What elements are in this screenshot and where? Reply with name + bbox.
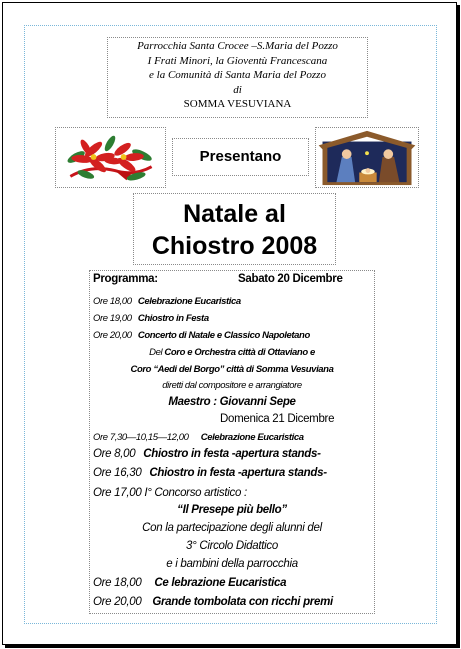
- program-box[interactable]: [89, 270, 375, 614]
- header-line-town: SOMMA VESUVIANA: [183, 98, 292, 110]
- sat-row-3-text: Concerto di Natale e Classico Napoletano: [137, 330, 310, 341]
- sun-row-6: [93, 596, 377, 608]
- concert-line-1-pre: Del: [149, 347, 163, 358]
- day2-heading: Domenica 21 Dicembre: [220, 413, 335, 425]
- sun-row-6-time: Ore 20,00: [93, 596, 142, 608]
- sun-row-1-text: Celebrazione Eucaristica: [200, 432, 304, 443]
- sun-row-3-text: Chiostro in festa -apertura stands-: [149, 467, 327, 479]
- sun-row-2-text: Chiostro in festa -apertura stands-: [143, 448, 321, 460]
- nativity-image[interactable]: [315, 127, 419, 188]
- presepe-title: “Il Presepe più bello”: [177, 504, 287, 516]
- sun-row-5-text: Ce lebrazione Eucaristica: [154, 577, 287, 589]
- sun-row-3: [93, 467, 377, 479]
- concert-line-1: [90, 347, 374, 358]
- concert-line-3: diretti dal compositore e arrangiatore: [162, 380, 302, 391]
- nativity-icon: [316, 128, 418, 187]
- sun-row-2-time: Ore 8,00: [93, 448, 136, 460]
- sun-row-1-time: Ore 7,30—10,15—12,00: [93, 432, 189, 443]
- sun-row-3-time: Ore 16,30: [93, 467, 142, 479]
- maestro-line: Maestro : Giovanni Sepe: [168, 396, 296, 408]
- header-line-friars: I Frati Minori, la Gioventù Francescana: [147, 54, 328, 67]
- sat-row-1-time: Ore 18,00: [93, 296, 132, 307]
- concert-line-2: Coro “Aedi del Borgo” città di Somma Vesuviana: [130, 364, 334, 375]
- sun-row-5: [93, 577, 377, 589]
- header-line-di: di: [233, 83, 242, 96]
- sat-row-3: [93, 330, 377, 341]
- presentano-text: Presentano: [199, 148, 282, 165]
- sat-row-2-time: Ore 19,00: [93, 313, 132, 324]
- sun-row-4: Ore 17,00 I° Concorso artistico :: [93, 487, 247, 499]
- circolo-line: 3° Circolo Didattico: [186, 540, 278, 552]
- header-line-community: e la Comunità di Santa Maria del Pozzo: [149, 69, 326, 81]
- partecip-line: Con la partecipazione degli alunni del: [142, 522, 322, 534]
- sun-row-5-time: Ore 18,00: [93, 577, 142, 589]
- sat-row-2-text: Chiostro in Festa: [137, 313, 209, 324]
- title-box[interactable]: [133, 193, 336, 265]
- day1-heading: Sabato 20 Dicembre: [238, 273, 343, 285]
- presentano-box[interactable]: [172, 138, 309, 176]
- sat-row-2: [93, 313, 377, 324]
- bambini-line: e i bambini della parrocchia: [166, 558, 298, 570]
- program-heading-row: [93, 273, 377, 285]
- sun-row-6-text: Grande tombolata con ricchi premi: [152, 596, 333, 608]
- sun-row-2: [93, 448, 377, 460]
- poinsettia-icon: [56, 128, 165, 187]
- sat-row-1: [93, 296, 377, 307]
- sun-row-1: [93, 432, 377, 443]
- title-line-1: Natale al: [183, 200, 286, 228]
- header-line-parish: Parrocchia Santa Crocee –S.Maria del Pozzo: [137, 40, 338, 52]
- sat-row-3-time: Ore 20,00: [93, 330, 132, 341]
- title-line-2: Chiostro 2008: [151, 232, 318, 260]
- program-heading: Programma:: [93, 273, 158, 285]
- sat-row-1-text: Celebrazione Eucaristica: [137, 296, 241, 307]
- concert-line-1-bold: Coro e Orchestra città di Ottaviano e: [164, 347, 315, 358]
- poinsettia-image[interactable]: [55, 127, 166, 188]
- header-text-box[interactable]: [107, 37, 368, 118]
